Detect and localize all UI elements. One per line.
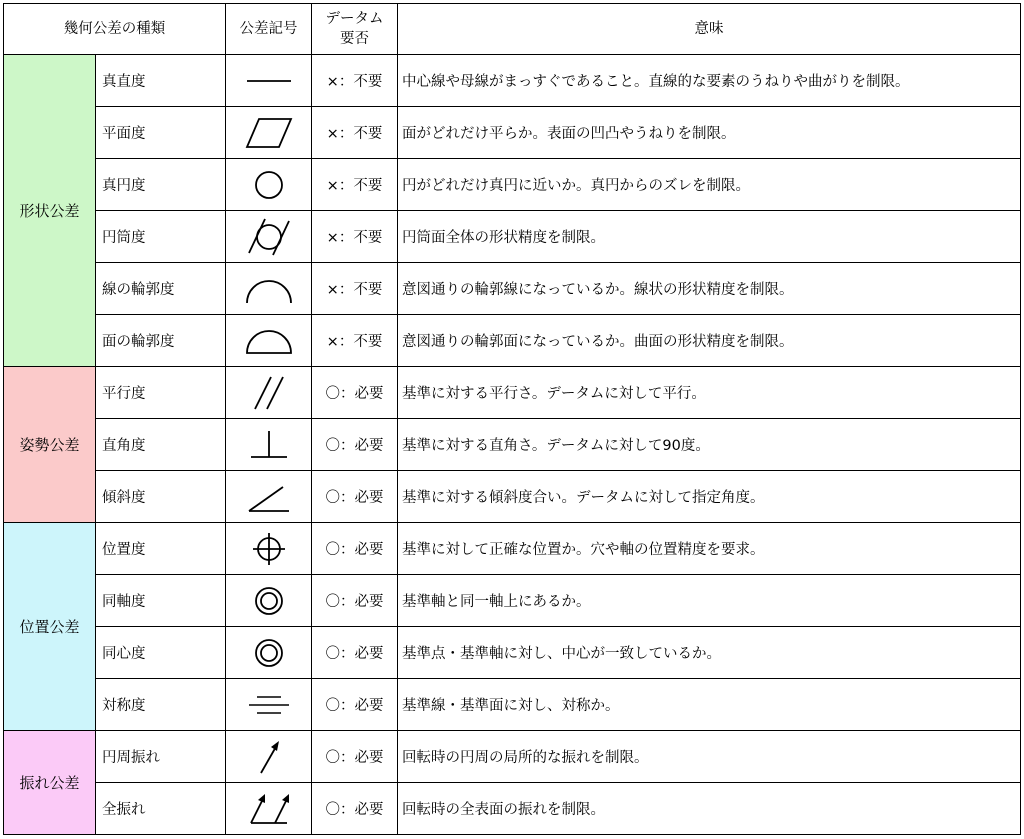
category-cell: 振れ公差 xyxy=(4,731,96,835)
symbol-cell xyxy=(226,679,312,731)
symbol-cell xyxy=(226,55,312,107)
table-row xyxy=(4,211,1021,263)
table-row xyxy=(4,523,1021,575)
datum-requirement: ×：不要 xyxy=(312,107,398,159)
table-row xyxy=(4,263,1021,315)
table-row xyxy=(4,731,1021,783)
total-runout-icon xyxy=(239,789,299,829)
tolerance-name: 位置度 xyxy=(96,523,226,575)
table-row xyxy=(4,679,1021,731)
category-cell: 姿勢公差 xyxy=(4,367,96,523)
symbol-cell xyxy=(226,731,312,783)
geometric-tolerance-table xyxy=(3,3,1021,835)
flatness-icon xyxy=(239,113,299,153)
meaning-text: 円がどれだけ真円に近いか。真円からのズレを制限。 xyxy=(398,159,1021,211)
tolerance-name: 傾斜度 xyxy=(96,471,226,523)
table-row xyxy=(4,471,1021,523)
table-row xyxy=(4,783,1021,835)
symbol-cell xyxy=(226,575,312,627)
table-row xyxy=(4,419,1021,471)
symbol-cell xyxy=(226,627,312,679)
header-symbol: 公差記号 xyxy=(226,4,312,55)
header-row xyxy=(4,4,1021,55)
line-profile-icon xyxy=(239,269,299,309)
tolerance-name: 対称度 xyxy=(96,679,226,731)
meaning-text: 基準に対して正確な位置か。穴や軸の位置精度を要求。 xyxy=(398,523,1021,575)
table-row xyxy=(4,367,1021,419)
parallelism-icon xyxy=(239,373,299,413)
meaning-text: 基準に対する平行さ。データムに対して平行。 xyxy=(398,367,1021,419)
tolerance-name: 同軸度 xyxy=(96,575,226,627)
table-row xyxy=(4,315,1021,367)
concentricity-icon xyxy=(239,633,299,673)
surface-profile-icon xyxy=(239,321,299,361)
symbol-cell xyxy=(226,159,312,211)
meaning-text: 基準軸と同一軸上にあるか。 xyxy=(398,575,1021,627)
symbol-cell xyxy=(226,263,312,315)
datum-requirement: 〇：必要 xyxy=(312,419,398,471)
datum-requirement: 〇：必要 xyxy=(312,731,398,783)
header-datum xyxy=(312,4,398,55)
cylindricity-icon xyxy=(239,217,299,257)
symbol-cell xyxy=(226,471,312,523)
table-row xyxy=(4,55,1021,107)
tolerance-name: 平面度 xyxy=(96,107,226,159)
header-category: 幾何公差の種類 xyxy=(4,4,226,55)
position-icon xyxy=(239,529,299,569)
datum-requirement: ×：不要 xyxy=(312,55,398,107)
tolerance-name: 直角度 xyxy=(96,419,226,471)
category-cell: 形状公差 xyxy=(4,55,96,367)
tolerance-name: 真円度 xyxy=(96,159,226,211)
meaning-text: 面がどれだけ平らか。表面の凹凸やうねりを制限。 xyxy=(398,107,1021,159)
table-row xyxy=(4,575,1021,627)
datum-requirement: 〇：必要 xyxy=(312,783,398,835)
meaning-text: 意図通りの輪郭面になっているか。曲面の形状精度を制限。 xyxy=(398,315,1021,367)
straightness-icon xyxy=(239,61,299,101)
perpendicularity-icon xyxy=(239,425,299,465)
angularity-icon xyxy=(239,477,299,517)
symbol-cell xyxy=(226,419,312,471)
datum-requirement: 〇：必要 xyxy=(312,627,398,679)
circularity-icon xyxy=(239,165,299,205)
coaxiality-icon xyxy=(239,581,299,621)
header-datum-line2: 要否 xyxy=(340,31,369,47)
tolerance-name: 真直度 xyxy=(96,55,226,107)
meaning-text: 基準線・基準面に対し、対称か。 xyxy=(398,679,1021,731)
datum-requirement: ×：不要 xyxy=(312,263,398,315)
table-row xyxy=(4,627,1021,679)
symbol-cell xyxy=(226,523,312,575)
meaning-text: 中心線や母線がまっすぐであること。直線的な要素のうねりや曲がりを制限。 xyxy=(398,55,1021,107)
header-meaning: 意味 xyxy=(398,4,1021,55)
tolerance-name: 全振れ xyxy=(96,783,226,835)
datum-requirement: 〇：必要 xyxy=(312,367,398,419)
header-datum-line1: データム xyxy=(325,11,384,27)
tolerance-name: 円周振れ xyxy=(96,731,226,783)
datum-requirement: 〇：必要 xyxy=(312,575,398,627)
datum-requirement: 〇：必要 xyxy=(312,679,398,731)
meaning-text: 円筒面全体の形状精度を制限。 xyxy=(398,211,1021,263)
meaning-text: 基準に対する直角さ。データムに対して90度。 xyxy=(398,419,1021,471)
symbol-cell xyxy=(226,367,312,419)
category-cell: 位置公差 xyxy=(4,523,96,731)
datum-requirement: ×：不要 xyxy=(312,159,398,211)
meaning-text: 意図通りの輪郭線になっているか。線状の形状精度を制限。 xyxy=(398,263,1021,315)
symbol-cell xyxy=(226,315,312,367)
tolerance-name: 線の輪郭度 xyxy=(96,263,226,315)
meaning-text: 基準に対する傾斜度合い。データムに対して指定角度。 xyxy=(398,471,1021,523)
tolerance-name: 平行度 xyxy=(96,367,226,419)
tolerance-name: 円筒度 xyxy=(96,211,226,263)
table-row xyxy=(4,159,1021,211)
tolerance-name: 同心度 xyxy=(96,627,226,679)
symbol-cell xyxy=(226,107,312,159)
tolerance-name: 面の輪郭度 xyxy=(96,315,226,367)
datum-requirement: ×：不要 xyxy=(312,315,398,367)
symbol-cell xyxy=(226,783,312,835)
table-row xyxy=(4,107,1021,159)
meaning-text: 基準点・基準軸に対し、中心が一致しているか。 xyxy=(398,627,1021,679)
circular-runout-icon xyxy=(239,737,299,777)
meaning-text: 回転時の円周の局所的な振れを制限。 xyxy=(398,731,1021,783)
meaning-text: 回転時の全表面の振れを制限。 xyxy=(398,783,1021,835)
datum-requirement: 〇：必要 xyxy=(312,471,398,523)
symmetry-icon xyxy=(239,685,299,725)
symbol-cell xyxy=(226,211,312,263)
datum-requirement: ×：不要 xyxy=(312,211,398,263)
datum-requirement: 〇：必要 xyxy=(312,523,398,575)
